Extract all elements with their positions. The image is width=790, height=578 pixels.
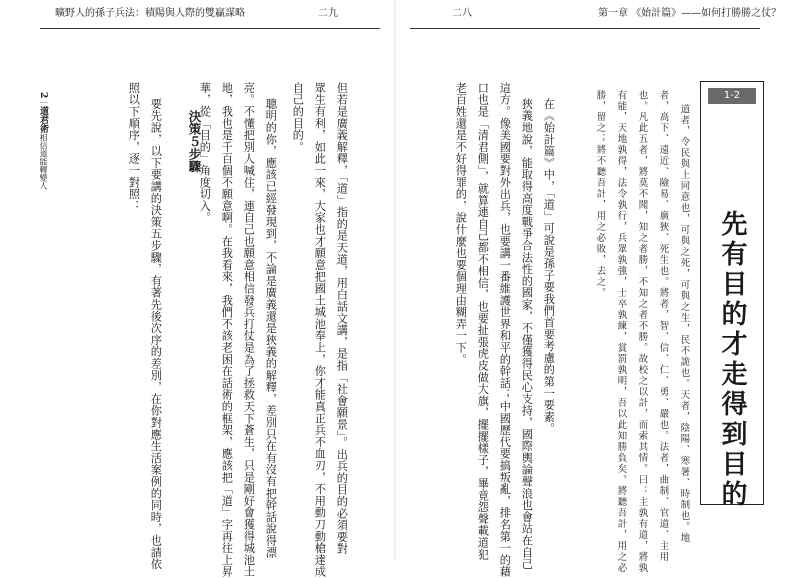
quote-column: 有能，天地孰得，法令孰行，兵眾孰強，士卒孰練，賞罰孰明，吾以此知勝負矣。將聽吾計，用之必 bbox=[615, 90, 627, 574]
left-text-column: 眾生有利，如此一來，大家也才願意把國土城池奉上，你才能真正兵不血刃，不用動刀動槍達成 bbox=[313, 82, 327, 578]
right-text-column: 口也是「清君側」，就算連自己都不相信，也要扯張虎皮做大旗，擺擺樣子，畢竟怨聲載道犯 bbox=[476, 82, 490, 561]
section-heading: 決策５步驟 bbox=[187, 110, 202, 173]
side-tab-label: 道君術 bbox=[38, 106, 48, 134]
side-tab-sep: ｜ bbox=[39, 98, 48, 107]
left-text-column: 照以下順序，逐一對照： bbox=[127, 82, 141, 212]
left-text-column: 要先說，以下要講的決策五步驟，有著先後次序的差別，在你對應生活案例的同時，也請依 bbox=[149, 98, 163, 570]
quote-column: 者，高下、遠近、險易、廣狹、死生也。將者，智、信、仁、勇、嚴也。法者，曲制、官道、主用 bbox=[657, 90, 669, 563]
right-text-column: 這方。像美國要對外出兵，也要講一番維護世界和平的幹話；中國歷代要搞叛亂，排名第一的藉 bbox=[498, 82, 512, 578]
section-number-badge: 1-2 bbox=[708, 88, 756, 104]
left-header-rule bbox=[40, 28, 380, 29]
side-tab bbox=[38, 92, 48, 189]
left-text-column: 華，從「目的」角度切入。 bbox=[198, 82, 212, 224]
section-title: 先有目的才走得到目的 bbox=[717, 210, 747, 510]
left-running-head: 曠野人的孫子兵法：積陽與人際的雙贏謀略 bbox=[55, 8, 245, 19]
left-text-column: 地，我也是千百個不願意啊。在我看來，我們不該老困在話術的框架，應該把「道」字再往上昇 bbox=[220, 82, 234, 578]
side-tab-number: 2 bbox=[38, 92, 48, 99]
left-text-column: 但若是廣義解釋，「道」指的是天道，用白話文講，是指「社會願景」。出兵的目的必須要對 bbox=[335, 82, 349, 555]
left-text-column: 亮。不懂把別人喊住，連自己也願意相信發兵打仗是為了拯救天下蒼生，只是剛好會獲得城池土 bbox=[242, 82, 256, 578]
right-header-rule bbox=[410, 28, 760, 29]
left-text-column: 聰明的你，應該已經發現到，不論是廣義還是狹義的解釋，差別只在有沒有把幹話說得漂 bbox=[264, 98, 278, 559]
page-fold bbox=[394, 0, 396, 561]
right-running-head: 第一章 《始計篇》——如何打勝勝之仗？ bbox=[598, 8, 782, 19]
right-text-column: 在《始計篇》中，「道」可說是孫子要我們首要考慮的第一要素。 bbox=[542, 98, 556, 435]
right-text-column: 老百姓還是不好得罪的，說什麼也要個理由糊弄一下。 bbox=[454, 82, 468, 366]
left-page-number: 二九 bbox=[318, 8, 338, 19]
left-text-column: 自己的目的。 bbox=[291, 82, 305, 153]
right-text-column: 狹義地說，能取得高度戰爭合法性的國家，不僅獲得民心支持，國際輿論聲浪也會站在自己 bbox=[520, 98, 534, 570]
quote-column: 道者，令民與上同意也，可與之死，可與之生，民不詭也。天者，陰陽、寒暑、時制也。地 bbox=[678, 104, 690, 544]
quote-column: 勝，留之；將不聽吾計，用之必敗，去之。 bbox=[594, 90, 606, 299]
right-page-number: 二八 bbox=[452, 8, 472, 19]
side-tab-tail: 相信道能轉變人 bbox=[39, 133, 48, 190]
quote-column: 也。凡此五者，將莫不聞，知之者勝，不知之者不勝。故校之以計，而索其情。曰：主孰有道，將孰 bbox=[636, 90, 648, 574]
